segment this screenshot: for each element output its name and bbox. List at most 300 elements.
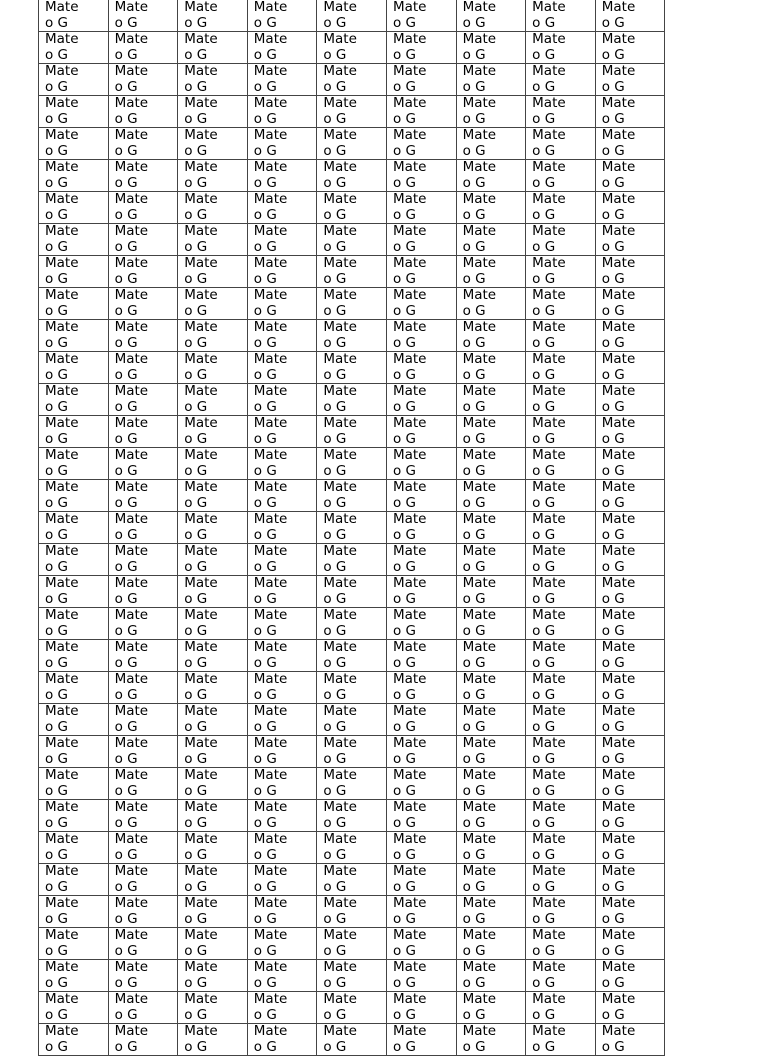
table-cell bbox=[108, 160, 178, 192]
cell-name-text: Mateo G bbox=[532, 959, 566, 991]
cell-name-text: Mateo G bbox=[45, 991, 79, 1023]
table-cell bbox=[317, 704, 387, 736]
cell-name-text: Mateo G bbox=[253, 127, 288, 159]
table-cell bbox=[247, 128, 317, 160]
table-cell bbox=[39, 832, 109, 864]
table-cell bbox=[39, 800, 109, 832]
table-cell bbox=[247, 352, 317, 384]
cell-name-text: Mateo G bbox=[114, 991, 149, 1023]
cell-name-text: Mateo G bbox=[114, 927, 149, 959]
table-cell bbox=[317, 544, 387, 576]
table-cell bbox=[595, 960, 665, 992]
table-cell bbox=[247, 96, 317, 128]
table-cell bbox=[456, 192, 526, 224]
table-cell bbox=[595, 864, 665, 896]
table-cell bbox=[317, 512, 387, 544]
cell-name-text: Mateo G bbox=[462, 1023, 497, 1055]
table-cell bbox=[526, 512, 596, 544]
table-cell bbox=[456, 448, 526, 480]
table-cell bbox=[39, 64, 109, 96]
cell-name-text: Mateo G bbox=[601, 415, 636, 447]
cell-name-text: Mateo G bbox=[184, 895, 218, 927]
table-cell bbox=[178, 544, 248, 576]
cell-name-text: Mateo G bbox=[392, 223, 427, 255]
cell-name-text: Mateo G bbox=[392, 383, 427, 415]
cell-name-text: Mateo G bbox=[114, 255, 149, 287]
cell-name-text: Mateo G bbox=[462, 95, 497, 127]
cell-name-text: Mateo G bbox=[601, 287, 636, 319]
table-cell bbox=[595, 64, 665, 96]
cell-name-text: Mateo G bbox=[114, 191, 149, 223]
table-cell bbox=[108, 736, 178, 768]
table-row bbox=[39, 1024, 665, 1056]
table-cell bbox=[108, 704, 178, 736]
cell-name-text: Mateo G bbox=[392, 127, 427, 159]
table-cell bbox=[39, 128, 109, 160]
cell-name-text: Mateo G bbox=[532, 0, 566, 31]
table-cell bbox=[526, 224, 596, 256]
table-cell bbox=[39, 768, 109, 800]
name-grid-table bbox=[38, 0, 665, 1056]
cell-name-text: Mateo G bbox=[532, 415, 566, 447]
cell-name-text: Mateo G bbox=[253, 415, 288, 447]
table-cell bbox=[526, 800, 596, 832]
table-cell bbox=[247, 288, 317, 320]
cell-name-text: Mateo G bbox=[323, 991, 357, 1023]
cell-name-text: Mateo G bbox=[532, 159, 566, 191]
cell-name-text: Mateo G bbox=[532, 927, 566, 959]
cell-name-text: Mateo G bbox=[392, 543, 427, 575]
table-cell bbox=[526, 480, 596, 512]
table-cell bbox=[247, 224, 317, 256]
cell-name-text: Mateo G bbox=[462, 991, 497, 1023]
cell-name-text: Mateo G bbox=[392, 319, 427, 351]
cell-name-text: Mateo G bbox=[45, 351, 79, 383]
cell-name-text: Mateo G bbox=[532, 127, 566, 159]
table-cell bbox=[595, 160, 665, 192]
cell-name-text: Mateo G bbox=[184, 607, 218, 639]
table-cell bbox=[526, 384, 596, 416]
cell-name-text: Mateo G bbox=[462, 927, 497, 959]
cell-name-text: Mateo G bbox=[253, 831, 288, 863]
cell-name-text: Mateo G bbox=[462, 575, 497, 607]
table-cell bbox=[456, 672, 526, 704]
table-cell bbox=[108, 416, 178, 448]
table-cell bbox=[386, 960, 456, 992]
cell-name-text: Mateo G bbox=[114, 607, 149, 639]
table-cell bbox=[178, 992, 248, 1024]
cell-name-text: Mateo G bbox=[114, 319, 149, 351]
cell-name-text: Mateo G bbox=[392, 959, 427, 991]
cell-name-text: Mateo G bbox=[114, 287, 149, 319]
cell-name-text: Mateo G bbox=[45, 415, 79, 447]
table-cell bbox=[595, 576, 665, 608]
cell-name-text: Mateo G bbox=[184, 351, 218, 383]
cell-name-text: Mateo G bbox=[532, 735, 566, 767]
cell-name-text: Mateo G bbox=[253, 511, 288, 543]
table-cell bbox=[317, 320, 387, 352]
cell-name-text: Mateo G bbox=[323, 575, 357, 607]
table-cell bbox=[178, 128, 248, 160]
table-cell bbox=[456, 928, 526, 960]
cell-name-text: Mateo G bbox=[392, 895, 427, 927]
table-cell bbox=[178, 192, 248, 224]
table-cell bbox=[247, 512, 317, 544]
cell-name-text: Mateo G bbox=[532, 447, 566, 479]
table-cell bbox=[456, 704, 526, 736]
cell-name-text: Mateo G bbox=[184, 159, 218, 191]
table-cell bbox=[456, 384, 526, 416]
cell-name-text: Mateo G bbox=[601, 575, 636, 607]
cell-name-text: Mateo G bbox=[114, 63, 149, 95]
table-cell bbox=[317, 384, 387, 416]
cell-name-text: Mateo G bbox=[601, 927, 636, 959]
cell-name-text: Mateo G bbox=[253, 95, 288, 127]
cell-name-text: Mateo G bbox=[323, 63, 357, 95]
cell-name-text: Mateo G bbox=[253, 543, 288, 575]
cell-name-text: Mateo G bbox=[392, 735, 427, 767]
table-row bbox=[39, 928, 665, 960]
table-cell bbox=[108, 128, 178, 160]
cell-name-text: Mateo G bbox=[323, 671, 357, 703]
cell-name-text: Mateo G bbox=[601, 95, 636, 127]
table-cell bbox=[386, 352, 456, 384]
table-cell bbox=[108, 448, 178, 480]
table-cell bbox=[386, 864, 456, 896]
table-cell bbox=[386, 32, 456, 64]
cell-name-text: Mateo G bbox=[45, 831, 79, 863]
table-cell bbox=[39, 608, 109, 640]
table-row bbox=[39, 480, 665, 512]
table-cell bbox=[247, 672, 317, 704]
table-row bbox=[39, 896, 665, 928]
table-cell bbox=[39, 544, 109, 576]
table-cell bbox=[39, 448, 109, 480]
table-cell bbox=[456, 288, 526, 320]
cell-name-text: Mateo G bbox=[392, 511, 427, 543]
cell-name-text: Mateo G bbox=[323, 1023, 357, 1055]
table-cell bbox=[526, 544, 596, 576]
table-cell bbox=[178, 704, 248, 736]
table-row bbox=[39, 960, 665, 992]
table-cell bbox=[39, 192, 109, 224]
table-cell bbox=[108, 96, 178, 128]
table-cell bbox=[178, 672, 248, 704]
table-cell bbox=[247, 832, 317, 864]
cell-name-text: Mateo G bbox=[601, 191, 636, 223]
cell-name-text: Mateo G bbox=[532, 351, 566, 383]
table-row bbox=[39, 224, 665, 256]
table-row bbox=[39, 96, 665, 128]
cell-name-text: Mateo G bbox=[184, 31, 218, 63]
cell-name-text: Mateo G bbox=[392, 95, 427, 127]
table-cell bbox=[108, 64, 178, 96]
cell-name-text: Mateo G bbox=[114, 447, 149, 479]
cell-name-text: Mateo G bbox=[253, 255, 288, 287]
cell-name-text: Mateo G bbox=[323, 959, 357, 991]
cell-name-text: Mateo G bbox=[253, 639, 288, 671]
cell-name-text: Mateo G bbox=[184, 447, 218, 479]
table-cell bbox=[595, 288, 665, 320]
table-cell bbox=[178, 928, 248, 960]
table-row bbox=[39, 576, 665, 608]
cell-name-text: Mateo G bbox=[114, 543, 149, 575]
cell-name-text: Mateo G bbox=[532, 639, 566, 671]
table-cell bbox=[595, 832, 665, 864]
cell-name-text: Mateo G bbox=[601, 895, 636, 927]
table-cell bbox=[247, 928, 317, 960]
table-cell bbox=[108, 992, 178, 1024]
cell-name-text: Mateo G bbox=[462, 543, 497, 575]
cell-name-text: Mateo G bbox=[184, 383, 218, 415]
table-cell bbox=[595, 896, 665, 928]
cell-name-text: Mateo G bbox=[323, 255, 357, 287]
cell-name-text: Mateo G bbox=[601, 863, 636, 895]
table-cell bbox=[178, 224, 248, 256]
cell-name-text: Mateo G bbox=[323, 863, 357, 895]
cell-name-text: Mateo G bbox=[601, 607, 636, 639]
cell-name-text: Mateo G bbox=[184, 735, 218, 767]
table-cell bbox=[39, 896, 109, 928]
table-cell bbox=[526, 128, 596, 160]
table-cell bbox=[317, 96, 387, 128]
cell-name-text: Mateo G bbox=[184, 863, 218, 895]
cell-name-text: Mateo G bbox=[45, 319, 79, 351]
table-cell bbox=[39, 224, 109, 256]
table-row bbox=[39, 768, 665, 800]
table-cell bbox=[526, 448, 596, 480]
cell-name-text: Mateo G bbox=[532, 575, 566, 607]
cell-name-text: Mateo G bbox=[253, 671, 288, 703]
cell-name-text: Mateo G bbox=[323, 415, 357, 447]
cell-name-text: Mateo G bbox=[323, 31, 357, 63]
cell-name-text: Mateo G bbox=[184, 223, 218, 255]
table-cell bbox=[178, 64, 248, 96]
table-cell bbox=[247, 480, 317, 512]
table-cell bbox=[317, 928, 387, 960]
cell-name-text: Mateo G bbox=[184, 703, 218, 735]
table-cell bbox=[386, 928, 456, 960]
table-cell bbox=[386, 0, 456, 32]
table-cell bbox=[526, 96, 596, 128]
cell-name-text: Mateo G bbox=[601, 959, 636, 991]
table-cell bbox=[178, 608, 248, 640]
table-cell bbox=[456, 960, 526, 992]
table-cell bbox=[178, 256, 248, 288]
table-cell bbox=[39, 992, 109, 1024]
cell-name-text: Mateo G bbox=[532, 383, 566, 415]
cell-name-text: Mateo G bbox=[462, 287, 497, 319]
cell-name-text: Mateo G bbox=[462, 735, 497, 767]
cell-name-text: Mateo G bbox=[253, 767, 288, 799]
table-row bbox=[39, 640, 665, 672]
table-cell bbox=[317, 288, 387, 320]
cell-name-text: Mateo G bbox=[253, 703, 288, 735]
cell-name-text: Mateo G bbox=[392, 415, 427, 447]
cell-name-text: Mateo G bbox=[114, 127, 149, 159]
table-cell bbox=[526, 256, 596, 288]
table-cell bbox=[39, 512, 109, 544]
table-row bbox=[39, 544, 665, 576]
table-cell bbox=[386, 160, 456, 192]
cell-name-text: Mateo G bbox=[462, 0, 497, 31]
cell-name-text: Mateo G bbox=[323, 95, 357, 127]
cell-name-text: Mateo G bbox=[532, 991, 566, 1023]
table-cell bbox=[178, 320, 248, 352]
table-cell bbox=[526, 672, 596, 704]
cell-name-text: Mateo G bbox=[114, 95, 149, 127]
cell-name-text: Mateo G bbox=[114, 575, 149, 607]
cell-name-text: Mateo G bbox=[114, 671, 149, 703]
cell-name-text: Mateo G bbox=[184, 127, 218, 159]
table-cell bbox=[108, 800, 178, 832]
cell-name-text: Mateo G bbox=[392, 191, 427, 223]
table-cell bbox=[39, 640, 109, 672]
cell-name-text: Mateo G bbox=[392, 0, 427, 31]
table-cell bbox=[247, 768, 317, 800]
cell-name-text: Mateo G bbox=[45, 735, 79, 767]
cell-name-text: Mateo G bbox=[253, 159, 288, 191]
cell-name-text: Mateo G bbox=[323, 479, 357, 511]
cell-name-text: Mateo G bbox=[392, 991, 427, 1023]
cell-name-text: Mateo G bbox=[253, 927, 288, 959]
cell-name-text: Mateo G bbox=[532, 479, 566, 511]
table-row bbox=[39, 864, 665, 896]
table-cell bbox=[39, 736, 109, 768]
cell-name-text: Mateo G bbox=[114, 383, 149, 415]
cell-name-text: Mateo G bbox=[462, 223, 497, 255]
table-row bbox=[39, 608, 665, 640]
table-cell bbox=[39, 864, 109, 896]
cell-name-text: Mateo G bbox=[184, 959, 218, 991]
table-cell bbox=[386, 544, 456, 576]
cell-name-text: Mateo G bbox=[392, 799, 427, 831]
table-cell bbox=[317, 32, 387, 64]
cell-name-text: Mateo G bbox=[323, 159, 357, 191]
table-cell bbox=[595, 1024, 665, 1056]
table-cell bbox=[386, 288, 456, 320]
table-cell bbox=[595, 320, 665, 352]
cell-name-text: Mateo G bbox=[532, 543, 566, 575]
table-cell bbox=[526, 896, 596, 928]
table-cell bbox=[39, 256, 109, 288]
cell-name-text: Mateo G bbox=[392, 863, 427, 895]
table-cell bbox=[386, 448, 456, 480]
cell-name-text: Mateo G bbox=[601, 1023, 636, 1055]
table-cell bbox=[247, 416, 317, 448]
table-cell bbox=[526, 0, 596, 32]
cell-name-text: Mateo G bbox=[323, 831, 357, 863]
cell-name-text: Mateo G bbox=[184, 191, 218, 223]
table-cell bbox=[247, 320, 317, 352]
table-cell bbox=[595, 128, 665, 160]
table-cell bbox=[317, 448, 387, 480]
table-cell bbox=[39, 384, 109, 416]
table-row bbox=[39, 384, 665, 416]
table-cell bbox=[526, 576, 596, 608]
table-cell bbox=[386, 832, 456, 864]
cell-name-text: Mateo G bbox=[601, 223, 636, 255]
cell-name-text: Mateo G bbox=[45, 63, 79, 95]
cell-name-text: Mateo G bbox=[253, 31, 288, 63]
table-cell bbox=[247, 64, 317, 96]
table-row bbox=[39, 256, 665, 288]
table-cell bbox=[386, 64, 456, 96]
cell-name-text: Mateo G bbox=[392, 63, 427, 95]
table-cell bbox=[108, 576, 178, 608]
cell-name-text: Mateo G bbox=[114, 415, 149, 447]
cell-name-text: Mateo G bbox=[323, 703, 357, 735]
cell-name-text: Mateo G bbox=[601, 319, 636, 351]
table-cell bbox=[317, 256, 387, 288]
table-cell bbox=[178, 736, 248, 768]
table-cell bbox=[456, 32, 526, 64]
table-cell bbox=[317, 864, 387, 896]
cell-name-text: Mateo G bbox=[45, 127, 79, 159]
table-cell bbox=[247, 544, 317, 576]
table-cell bbox=[178, 768, 248, 800]
table-cell bbox=[456, 800, 526, 832]
table-cell bbox=[456, 480, 526, 512]
cell-name-text: Mateo G bbox=[114, 159, 149, 191]
table-cell bbox=[386, 416, 456, 448]
table-cell bbox=[39, 0, 109, 32]
table-cell bbox=[108, 768, 178, 800]
cell-name-text: Mateo G bbox=[253, 383, 288, 415]
cell-name-text: Mateo G bbox=[323, 511, 357, 543]
table-cell bbox=[595, 448, 665, 480]
table-cell bbox=[526, 992, 596, 1024]
cell-name-text: Mateo G bbox=[323, 287, 357, 319]
table-cell bbox=[456, 416, 526, 448]
table-cell bbox=[108, 928, 178, 960]
cell-name-text: Mateo G bbox=[114, 735, 149, 767]
cell-name-text: Mateo G bbox=[114, 31, 149, 63]
table-cell bbox=[178, 0, 248, 32]
cell-name-text: Mateo G bbox=[323, 191, 357, 223]
table-cell bbox=[317, 672, 387, 704]
cell-name-text: Mateo G bbox=[184, 639, 218, 671]
cell-name-text: Mateo G bbox=[462, 863, 497, 895]
table-cell bbox=[456, 640, 526, 672]
table-cell bbox=[456, 544, 526, 576]
cell-name-text: Mateo G bbox=[114, 639, 149, 671]
cell-name-text: Mateo G bbox=[462, 959, 497, 991]
cell-name-text: Mateo G bbox=[45, 159, 79, 191]
table-cell bbox=[247, 608, 317, 640]
cell-name-text: Mateo G bbox=[392, 351, 427, 383]
table-cell bbox=[595, 512, 665, 544]
cell-name-text: Mateo G bbox=[462, 31, 497, 63]
cell-name-text: Mateo G bbox=[253, 191, 288, 223]
table-cell bbox=[386, 896, 456, 928]
cell-name-text: Mateo G bbox=[184, 95, 218, 127]
cell-name-text: Mateo G bbox=[532, 671, 566, 703]
table-row bbox=[39, 320, 665, 352]
cell-name-text: Mateo G bbox=[392, 575, 427, 607]
table-cell bbox=[247, 576, 317, 608]
table-cell bbox=[317, 736, 387, 768]
table-cell bbox=[317, 224, 387, 256]
table-cell bbox=[247, 864, 317, 896]
cell-name-text: Mateo G bbox=[462, 447, 497, 479]
table-cell bbox=[108, 672, 178, 704]
cell-name-text: Mateo G bbox=[184, 319, 218, 351]
table-cell bbox=[526, 1024, 596, 1056]
table-cell bbox=[247, 704, 317, 736]
cell-name-text: Mateo G bbox=[323, 319, 357, 351]
cell-name-text: Mateo G bbox=[45, 95, 79, 127]
